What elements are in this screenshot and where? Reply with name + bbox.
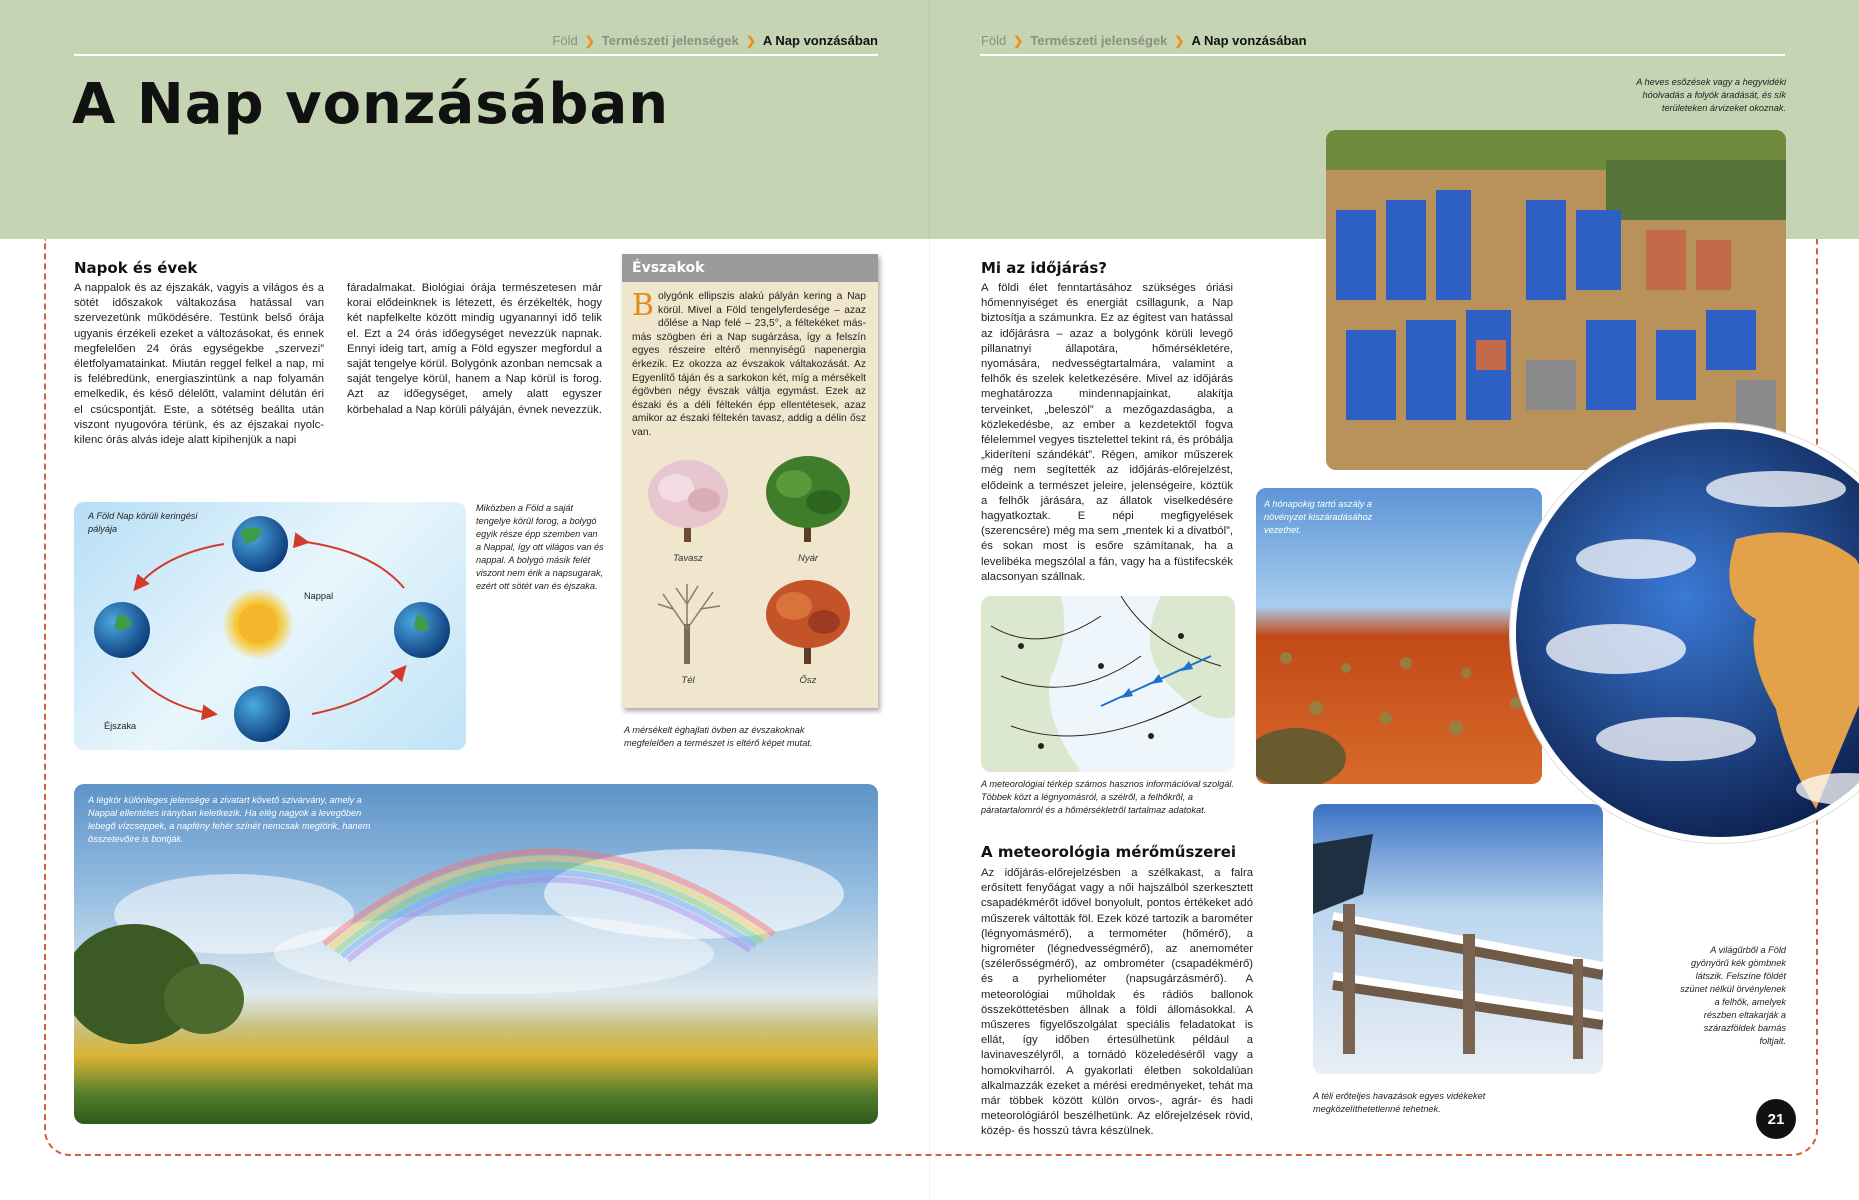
page-title: A Nap vonzásában <box>72 72 670 137</box>
header-rule-left <box>74 54 878 56</box>
drought-photo <box>1256 488 1542 784</box>
tree-spring <box>638 452 738 562</box>
rainbow-photo <box>74 784 878 1124</box>
tree-summer <box>758 452 858 562</box>
dropcap: B <box>632 288 655 323</box>
earth-icon <box>234 686 290 742</box>
day-label: Nappal <box>304 591 334 601</box>
snow-svg <box>1313 804 1603 1074</box>
page-gutter <box>929 0 930 1200</box>
text-column: A nappalok és az éjszakák, vagyis a világos és a sötét időszakok váltakozása hatással van szervezetünk működésére. Testünk belső órája ugyanis érzékeli ezeket a változásokat, és ennek megfelelően 24 órás egységekbe „szervezi” életfolyamatainkat. Miután reggel felkel a nap, mi is felébredünk, energiaszintünk a nap folyamán emelkedik, és késő délelőtt, valamint délután éri el csúcspontját. Este, a sötétség beállta után viszont nyugovóra térünk, és az éjszakai nyolc-kilenc órás alvás ideje alatt kipihenjük a napi <box>74 282 324 447</box>
orbit-arrow <box>136 544 224 588</box>
seasons-text <box>622 282 878 440</box>
flood-caption: A heves esőzések vagy a hegyvidéki hóolvadás a folyók áradását, és sík területeken árvizeket okoznak. <box>1636 77 1786 113</box>
header-rule-right <box>980 54 1785 56</box>
night-label: Éjszaka <box>104 721 137 731</box>
seasons-box <box>622 254 878 708</box>
tree-label: Ősz <box>799 675 817 686</box>
breadcrumb-item[interactable]: Föld <box>552 33 578 48</box>
tree-autumn <box>758 574 858 684</box>
orbit-arrow <box>312 668 404 714</box>
breadcrumb-item: A Nap vonzásában <box>762 33 878 48</box>
chevron-right-icon: ❯ <box>1174 34 1185 48</box>
orbit-arrow <box>132 672 214 714</box>
drought-caption: A hónapokig tartó aszály a növényzet kiszáradásához vezethet. <box>1264 499 1373 535</box>
orbit-svg <box>74 502 466 750</box>
chevron-right-icon: ❯ <box>1013 34 1024 48</box>
snow-photo <box>1313 804 1603 1074</box>
breadcrumb-item[interactable]: Természeti jelenségek <box>601 33 739 48</box>
weather-map <box>981 596 1235 772</box>
globe-photo <box>1510 423 1859 843</box>
text-column: Az időjárás-előrejelzésben a szélkakast, a falra erősített fenyőágat vagy a női hajszálból szerkesztett csapadékmérőt idővel bonyolult, pontos értékeket adó műszerek váltották föl. Ezek közé tartozik a barométer (légnyomásmérő), a termométer (hőmérő), a higrométer (légnedvességmérő), az anemométer (szélerősségmérő), az ombrométer (csapadékmérő) és a pyrheliométer (napsugárzásmérő). A meteorológiai műholdak és rádiós ballonok összeköttetésben állnak a földi állomásokkal. A műszeres figyelőszolgálat speciális feladatokat is ellát, így időben értesülhetünk például a lavinaveszélyről, a tornádó közeledéséről vagy a homokviharról. A gyakorlati életben sokoldalúan alkalmazzák ezeket a mérési eredményeket, tehát ma már többek között külön orvos-, agrár- és hadi meteorológiáról beszélhetünk. Az előrejelzések rövid, közép- és hosszú távra készülnek. <box>981 867 1253 1138</box>
chevron-right-icon: ❯ <box>745 34 756 48</box>
text-column: A földi élet fenntartásához szükséges óriási hőmennyiséget és energiát csillagunk, a Nap biztosítja a számunkra. Ez az égitest van hatással az időjárásra – azaz a bolygónk körüli levegő pillanatnyi állapotára, hőmérsékletére, nyomására, nedvességtartalmára, valamint a felhők és szelek keletkezésére. Mivel az időjárás meghatározza mindennapjainkat, alakítja terveinket, „beleszól” a mezőgazdaságba, a közlekedésbe, az ember a kezdetektől fogva félelemmel vegyes tisztelettel tekint rá, és próbálja „kideríteni szándékát”. Régen, amikor műszerek még nem segítették az időjárás-előrejelzést, elődeink a természet jeleire, jelenségeire, köztük a felhők járására, az állatok viselkedésére hagyatkoztak. E népi megfigyelések (szerencsére) még ma sem „mentek ki a divatból”, és sokan most is esőre számítanak, ha a levelibéka megszólal a fán, vagy ha a füstifecskék alacsonyan szállnak. <box>981 282 1233 583</box>
orbit-arrow <box>306 542 404 588</box>
breadcrumb-item[interactable]: Természeti jelenségek <box>1030 33 1168 48</box>
snow-caption: A téli erőteljes havazások egyes vidékeket megközelíthetetlenné tehetnek. <box>1313 1091 1486 1114</box>
flood-svg <box>1326 130 1786 470</box>
orbit-caption: Miközben a Föld a saját tengelye körül forog, a bolygó egyik része épp szemben van a Nappal, így ott világos van és nappal. A bolygó másik felét viszont nem érik a napsugarak, ezért ott sötét van és éjszaka. <box>476 503 604 591</box>
tree-label: Nyár <box>797 553 819 564</box>
flood-photo <box>1326 130 1786 470</box>
tree-label: Tél <box>681 675 695 686</box>
breadcrumb-right <box>981 33 1307 48</box>
seasons-heading: Évszakok <box>622 254 878 282</box>
earth-icon <box>232 516 288 572</box>
seasons-body: olygónk ellipszis alakú pályán kering a Nap körül. Mivel a Föld tengelyferdesége – azaz dőlése a Nap felé – 23,5°, a féltekéket más-más szögben éri a Nap sugárzása, így a felszín egyes részeire eltérő mennyiségű napenergia érkezik. Ez okozza az évszakok váltakozását. Az Egyenlítő táján és a sarkokon két, míg a mérsékelt égövben négy évszak váltja egymást. Ezek az északi és a déli féltekén épp ellentétesek, azaz amikor az északi féltekén tavasz, addig a délin ősz van. <box>632 291 866 438</box>
section-heading-weather: Mi az időjárás? <box>981 259 1107 277</box>
tree-grid <box>628 444 872 704</box>
section-heading-instruments: A meteorológia mérőműszerei <box>981 843 1237 861</box>
orbit-label: A Föld Nap körüli keringési pályája <box>88 511 198 534</box>
section-heading-napok: Napok és évek <box>74 259 198 277</box>
breadcrumb-item[interactable]: Föld <box>981 33 1007 48</box>
tree-winter <box>638 574 738 684</box>
chevron-right-icon: ❯ <box>584 34 595 48</box>
breadcrumb-left <box>552 33 878 48</box>
seasons-caption: A mérsékelt éghajlati övben az évszakoknak megfelelően a természet is eltérő képet mutat. <box>624 725 813 748</box>
page-number: 21 <box>1756 1099 1796 1139</box>
text-column: fáradalmakat. Biológiai órája természetesen már korai elődeinknek is létezett, és érzékelték, hogy két napfelkelte között mindig ugyanannyi idő telik el. Ezt a 24 órás időegységet nevezzük napnak. Ennyi ideig tart, amíg a Föld egyszer megfordul a saját tengelye körül. Bolygónk azonban nemcsak a saját tengelye körül, hanem a Nap körül is forog. Azt az időegységet, amely alatt egyszer körbehalad a Nap körüli pályáján, évnek nevezzük. <box>347 282 602 416</box>
weather-map-svg <box>981 596 1235 772</box>
map-caption: A meteorológiai térkép számos hasznos információval szolgál. Többek közt a légnyomásról, a szélről, a felhőkről, a páratartalomról és a hőmérsékletről tartalmaz adatokat. <box>981 779 1234 815</box>
globe-caption: A világűrből a Föld gyönyörű kék gömbnek látszik. Felszíne földét szünet nélkül örvénylenek a felhők, amelyek részben eltakarják a szárazföldek barnás foltjait. <box>1680 945 1786 1046</box>
tree-label: Tavasz <box>673 553 703 564</box>
rainbow-caption: A légkör különleges jelensége a zivatart követő szivárvány, amely a Nappal ellentétes irányban keletkezik. Ha elég nagyok a levegőben lebegő vízcseppek, a napfény fehér színét nemcsak megtörik, hanem összetevőire is bontják. <box>88 795 371 844</box>
breadcrumb-item: A Nap vonzásában <box>1191 33 1307 48</box>
sun-core <box>238 604 278 644</box>
globe-svg <box>1516 429 1859 843</box>
orbit-diagram <box>74 502 466 750</box>
